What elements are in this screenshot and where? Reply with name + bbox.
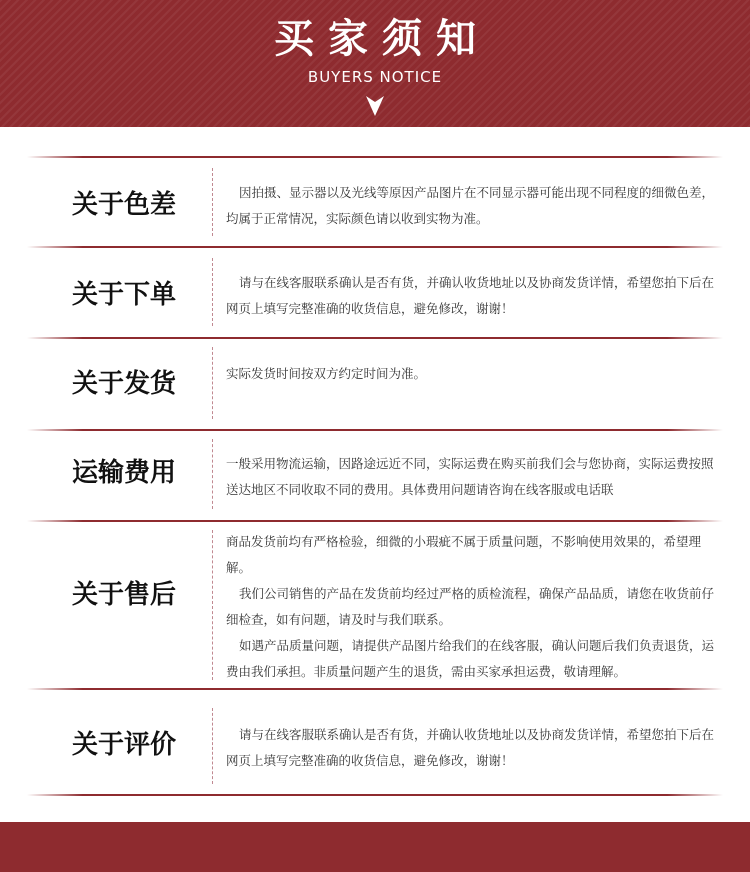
section-paragraph: 我们公司销售的产品在发货前均经过严格的质检流程，确保产品品质，请您在收货前仔细检查，如有问题，请及时与我们联系。: [226, 586, 715, 627]
section-paragraph: 实际发货时间按双方约定时间为准。: [226, 366, 427, 381]
section-body: [226, 361, 721, 387]
section-paragraph: 请与在线客服联系确认是否有货，并确认收货地址以及协商发货详情，希望您拍下后在网页上填写完整准确的收货信息，避免修改，谢谢！: [226, 727, 715, 768]
section-reviews: [0, 690, 750, 794]
section-divider: [27, 794, 723, 796]
section-after-sales: [0, 522, 750, 688]
section-freight-cost: [0, 431, 750, 520]
section-paragraph: 一般采用物流运输，因路途远近不同，实际运费在购买前我们会与您协商，实际运费按照送达地区不同收取不同的费用。具体费用问题请咨询在线客服或电话联: [226, 456, 714, 497]
dashed-separator: [212, 258, 213, 326]
dashed-separator: [212, 708, 213, 784]
dashed-separator: [212, 530, 213, 680]
section-paragraph: 如遇产品质量问题，请提供产品图片给我们的在线客服，确认问题后我们负责退货，运费由我们承担。非质量问题产生的退货，需由买家承担运费，敬请理解。: [226, 638, 715, 679]
section-heading: 关于评价: [72, 730, 177, 760]
section-body: [226, 451, 721, 503]
section-paragraph: 商品发货前均有严格检验，细微的小瑕疵不属于质量问题，不影响使用效果的，希望理解。: [226, 534, 702, 575]
chevron-down-icon: [366, 96, 384, 116]
section-heading: 关于色差: [72, 190, 177, 220]
footer-bar: [0, 822, 750, 872]
banner-subtitle: BUYERS NOTICE: [307, 68, 443, 86]
section-paragraph: 因拍摄、显示器以及光线等原因产品图片在不同显示器可能出现不同程度的细微色差，均属于正常情况，实际颜色请以收到实物为准。: [226, 185, 715, 226]
dashed-separator: [212, 347, 213, 419]
section-heading: 关于下单: [72, 280, 177, 310]
section-shipping: [0, 339, 750, 429]
dashed-separator: [212, 168, 213, 236]
section-paragraph: 请与在线客服联系确认是否有货，并确认收货地址以及协商发货详情，希望您拍下后在网页上填写完整准确的收货信息，避免修改，谢谢！: [226, 275, 715, 316]
section-heading: 关于发货: [72, 369, 177, 399]
notice-banner: [0, 0, 750, 127]
dashed-separator: [212, 439, 213, 509]
section-body: [226, 180, 721, 232]
section-heading: 运输费用: [72, 458, 177, 488]
section-body: [226, 722, 721, 774]
banner-title: 买家须知: [274, 16, 490, 62]
section-heading: 关于售后: [72, 580, 177, 610]
section-color-difference: [0, 158, 750, 246]
section-body: [226, 270, 721, 322]
section-ordering: [0, 248, 750, 337]
section-body: [226, 529, 721, 685]
